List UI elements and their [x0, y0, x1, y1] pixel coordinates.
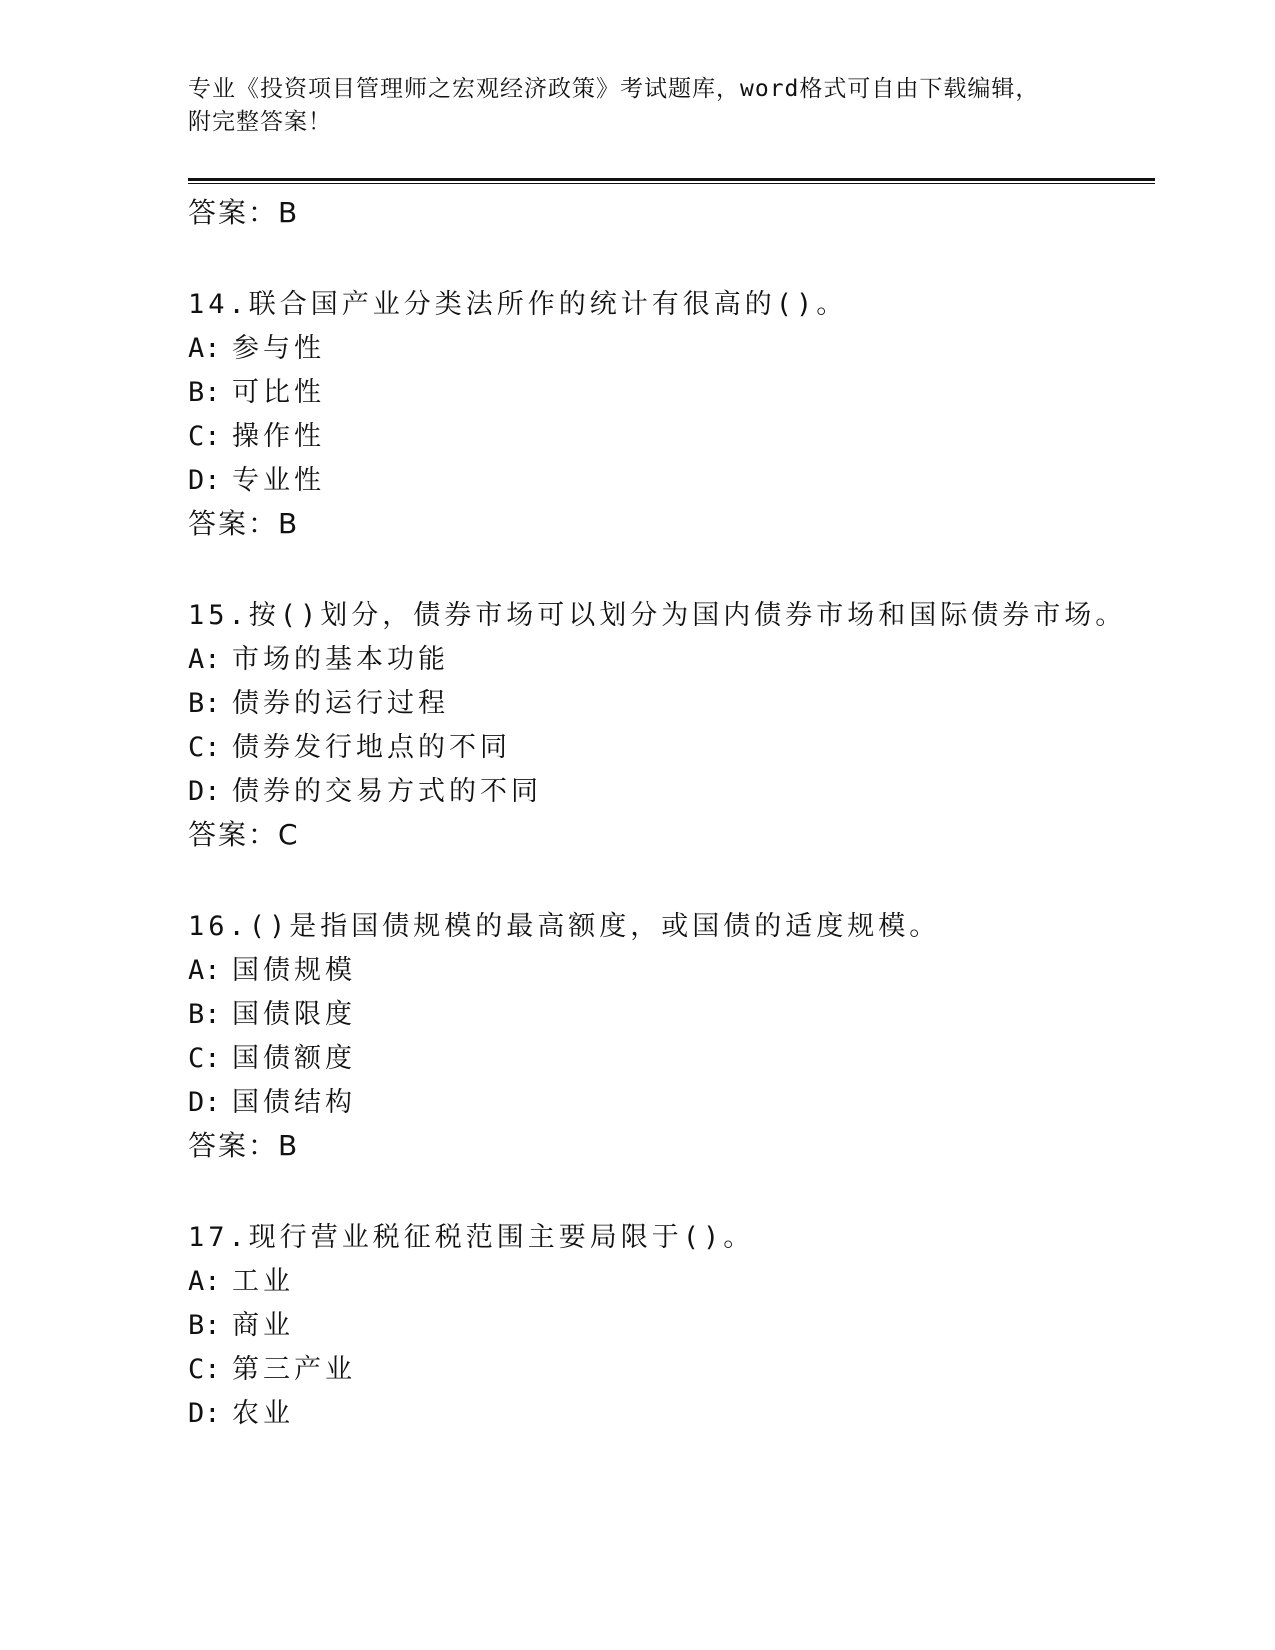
- answer-16: 答案：B: [188, 1129, 300, 1162]
- option-text: 债券的交易方式的不同: [232, 776, 542, 807]
- q16-option-c: [188, 1036, 356, 1075]
- option-text: 可比性: [232, 377, 325, 408]
- option-key: B:: [188, 688, 221, 719]
- option-text: 市场的基本功能: [232, 644, 449, 675]
- q15-option-c: [188, 725, 511, 764]
- answer-13: 答案：B: [188, 196, 300, 229]
- option-text: 国债限度: [232, 999, 356, 1030]
- header-line-2: 附完整答案！: [188, 109, 332, 135]
- header-rule-thin: [188, 183, 1155, 184]
- option-key: D:: [188, 1398, 221, 1429]
- question-14: 14.联合国产业分类法所作的统计有很高的()。: [188, 289, 848, 320]
- q14-option-b: [188, 370, 325, 409]
- q15-option-d: [188, 769, 542, 808]
- option-key: B:: [188, 377, 221, 408]
- option-key: D:: [188, 1087, 221, 1118]
- answer-15: 答案：C: [188, 818, 300, 851]
- option-text: 国债结构: [232, 1087, 356, 1118]
- q16-option-a: [188, 948, 356, 987]
- q14-option-c: [188, 414, 325, 453]
- option-key: A:: [188, 1266, 221, 1297]
- q14-option-a: [188, 326, 325, 365]
- q17-option-a: [188, 1259, 294, 1298]
- option-key: B:: [188, 999, 221, 1030]
- option-text: 操作性: [232, 421, 325, 452]
- q15-option-b: [188, 681, 449, 720]
- option-text: 国债额度: [232, 1043, 356, 1074]
- answer-14: 答案：B: [188, 507, 300, 540]
- header-line-1: 专业《投资项目管理师之宏观经济政策》考试题库，word格式可自由下载编辑，: [188, 76, 1040, 102]
- q15-option-a: [188, 637, 449, 676]
- option-key: C:: [188, 421, 221, 452]
- option-key: C:: [188, 1354, 221, 1385]
- option-text: 专业性: [232, 465, 325, 496]
- option-key: A:: [188, 333, 221, 364]
- option-text: 第三产业: [232, 1354, 356, 1385]
- option-key: D:: [188, 465, 221, 496]
- option-text: 参与性: [232, 333, 325, 364]
- document-header: [188, 73, 1088, 139]
- option-key: B:: [188, 1310, 221, 1341]
- option-key: C:: [188, 1043, 221, 1074]
- header-rule-thick: [188, 178, 1155, 181]
- q17-option-b: [188, 1303, 294, 1342]
- option-key: C:: [188, 732, 221, 763]
- q14-option-d: [188, 458, 325, 497]
- question-17: 17.现行营业税征税范围主要局限于()。: [188, 1222, 755, 1253]
- option-key: A:: [188, 955, 221, 986]
- q16-option-d: [188, 1080, 356, 1119]
- option-key: A:: [188, 644, 221, 675]
- option-text: 商业: [232, 1310, 294, 1341]
- question-15: 15.按()划分，债券市场可以划分为国内债券市场和国际债券市场。: [188, 600, 1127, 631]
- option-key: D:: [188, 776, 221, 807]
- q17-option-c: [188, 1347, 356, 1386]
- option-text: 债券发行地点的不同: [232, 732, 511, 763]
- option-text: 农业: [232, 1398, 294, 1429]
- question-16: 16.()是指国债规模的最高额度，或国债的适度规模。: [188, 911, 941, 942]
- q17-option-d: [188, 1391, 294, 1430]
- option-text: 工业: [232, 1266, 294, 1297]
- q16-option-b: [188, 992, 356, 1031]
- option-text: 债券的运行过程: [232, 688, 449, 719]
- option-text: 国债规模: [232, 955, 356, 986]
